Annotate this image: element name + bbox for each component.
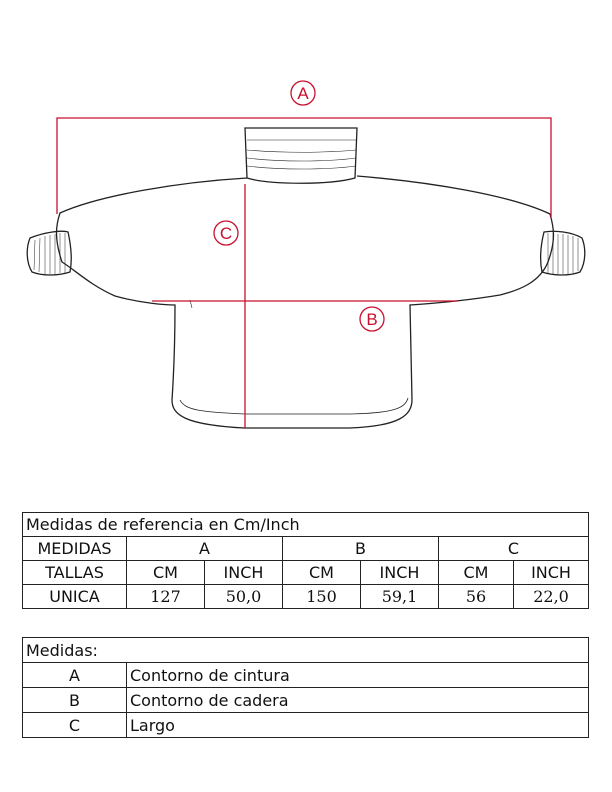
label-a-marker [291,81,315,105]
value-cell: 150 [283,585,361,609]
unit-header: INCH [514,561,589,585]
unit-header: INCH [205,561,283,585]
measure-description: Contorno de cintura [127,663,589,688]
reference-size-table [22,512,589,609]
sweater-outline [27,128,585,428]
measure-a-line [57,118,551,218]
label-b-marker [360,307,384,331]
label-a-text: A [297,84,309,103]
unit-header: CM [283,561,361,585]
label-c-marker [214,221,238,245]
unit-header: CM [127,561,205,585]
medidas-header: MEDIDAS [23,537,127,561]
value-cell: 59,1 [361,585,439,609]
tallas-header: TALLAS [23,561,127,585]
measure-description: Largo [127,713,589,738]
label-c-text: C [219,224,233,243]
group-header-c: C [439,537,589,561]
measure-description: Contorno de cadera [127,688,589,713]
measure-key: C [23,713,127,738]
measure-key: A [23,663,127,688]
measures-legend-table [22,637,589,738]
value-cell: 56 [439,585,514,609]
unit-header: CM [439,561,514,585]
value-cell: 127 [127,585,205,609]
measure-key: B [23,688,127,713]
group-header-a: A [127,537,283,561]
measures-title: Medidas: [23,638,589,663]
label-b-text: B [366,310,378,329]
unit-header: INCH [361,561,439,585]
group-header-b: B [283,537,439,561]
value-cell: 22,0 [514,585,589,609]
value-cell: 50,0 [205,585,283,609]
size-label-unica: UNICA [23,585,127,609]
reference-table-title: Medidas de referencia en Cm/Inch [23,513,589,537]
